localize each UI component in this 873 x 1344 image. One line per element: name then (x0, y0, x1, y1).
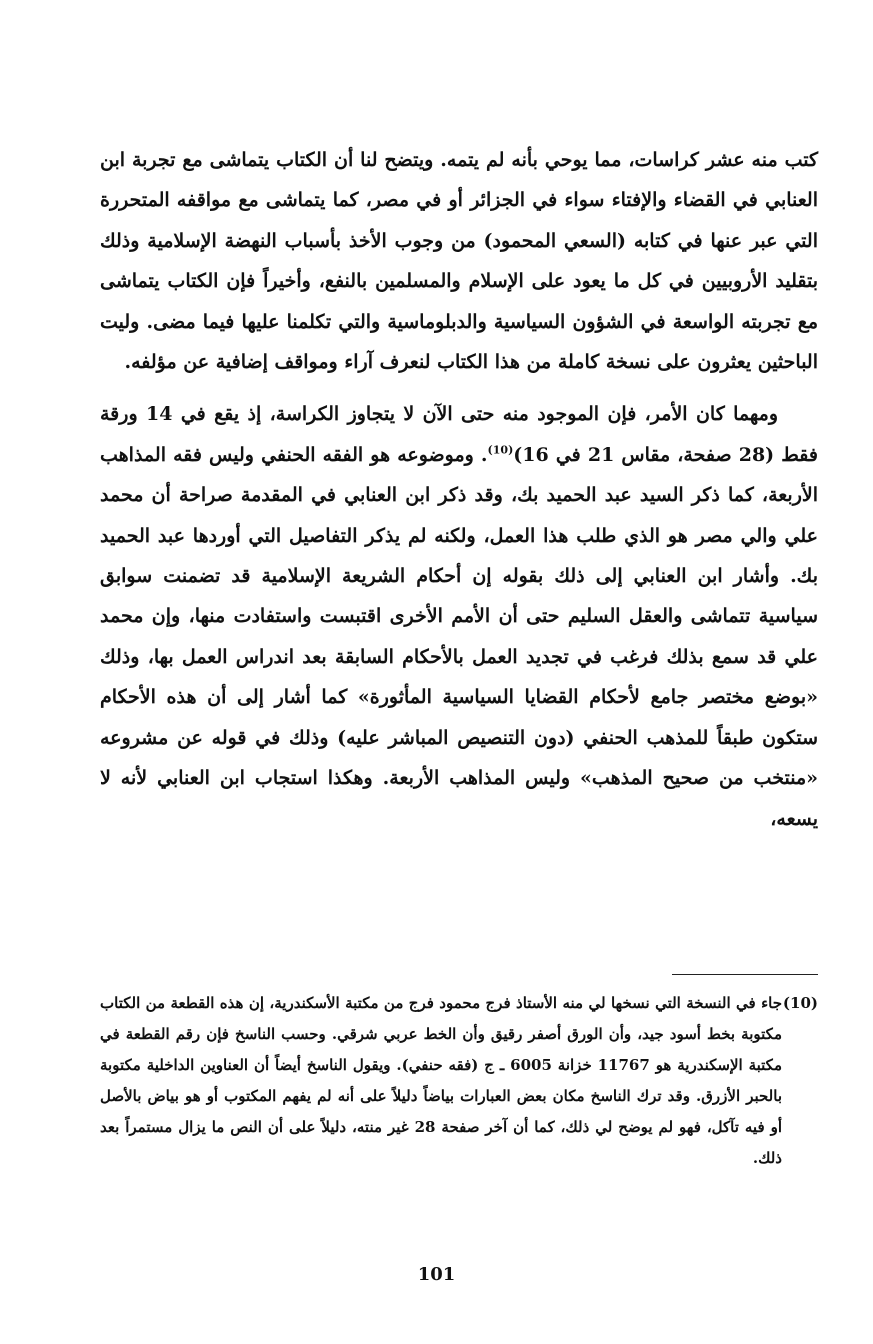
footnote-reference: (10) (487, 443, 514, 457)
page-number: 101 (417, 1264, 456, 1285)
paragraph-2 (100, 394, 818, 838)
paragraph-2-after-ref: . وموضوعه هو الفقه الحنفي وليس فقه المذاهب الأربعة، كما ذكر السيد عبد الحميد بك، وقد ذكر ابن العنابي في المقدمة صراحة أن محمد علي والي مصر هو الذي طلب هذا العمل، ولكنه لم يذكر التفاصيل التي أوردها عبد الحميد بك. وأشار ابن العنابي إلى ذلك بقوله إن أحكام الشريعة الإسلامية قد تضمنت سوابق سياسية تتماشى والعقل السليم حتى أن الأمم الأخرى اقتبست واستفادت منها، وإن محمد علي قد سمع بذلك فرغب في تجديد العمل بالأحكام السابقة بعد اندراس العمل بها، وذلك «بوضع مختصر جامع لأحكام القضايا السياسية المأثورة» كما أشار إلى أن هذه الأحكام ستكون طبقاً للمذهب الحنفي (دون التنصيص المباشر عليه) وذلك في قوله عن مشروعه «منتخب من صحيح المذهب» وليس المذاهب الأربعة. وهكذا استجاب ابن العنابي لأنه لا يسعه، (100, 443, 818, 830)
paragraph-2-before-ref: ومهما كان الأمر، فإن الموجود منه حتى الآن لا يتجاوز الكراسة، إذ يقع في 14 ورقة فقط (28 صفحة، مقاس 21 في 16) (100, 403, 818, 466)
footnote-number: (10) (782, 994, 818, 1012)
footnote-10 (100, 988, 818, 1174)
main-text (100, 140, 818, 839)
footnote-text: جاء في النسخة التي نسخها لي منه الأستاذ فرج محمود فرج من مكتبة الأسكندرية، إن هذه القطعة من الكتاب مكتوبة بخط أسود جيد، وأن الورق أصفر رقيق وأن الخط عربي شرقي. وحسب الناسخ فإن رقم القطعة في مكتبة الإسكندرية هو 11767 خزانة 6005 ـ ج (فقه حنفي). ويقول الناسخ أيضاً أن العناوين الداخلية مكتوبة بالحبر الأزرق. وقد ترك الناسخ مكان بعض العبارات بياضاً دليلاً على أنه لم يفهم المكتوب أو هو بياض بالأصل أو فيه تآكل، فهو لم يوضح لي ذلك، كما أن آخر صفحة 28 غير منته، دليلاً على أن النص ما يزال مستمراً بعد ذلك. (100, 994, 782, 1167)
footnote-separator (672, 974, 818, 975)
paragraph-1: كتب منه عشر كراسات، مما يوحي بأنه لم يتمه. ويتضح لنا أن الكتاب يتماشى مع تجربة ابن العنابي في القضاء والإفتاء سواء في الجزائر أو في مصر، كما يتماشى مع مواقفه المتحررة التي عبر عنها في كتابه (السعي المحمود) من وجوب الأخذ بأسباب النهضة الإسلامية وذلك بتقليد الأروبيين في كل ما يعود على الإسلام والمسلمين بالنفع، وأخيراً فإن الكتاب يتماشى مع تجربته الواسعة في الشؤون السياسية والدبلوماسية والتي تكلمنا عليها فيما مضى. وليت الباحثين يعثرون على نسخة كاملة من هذا الكتاب لنعرف آراء ومواقف إضافية عن مؤلفه. (100, 149, 818, 374)
footnotes (100, 988, 818, 1174)
